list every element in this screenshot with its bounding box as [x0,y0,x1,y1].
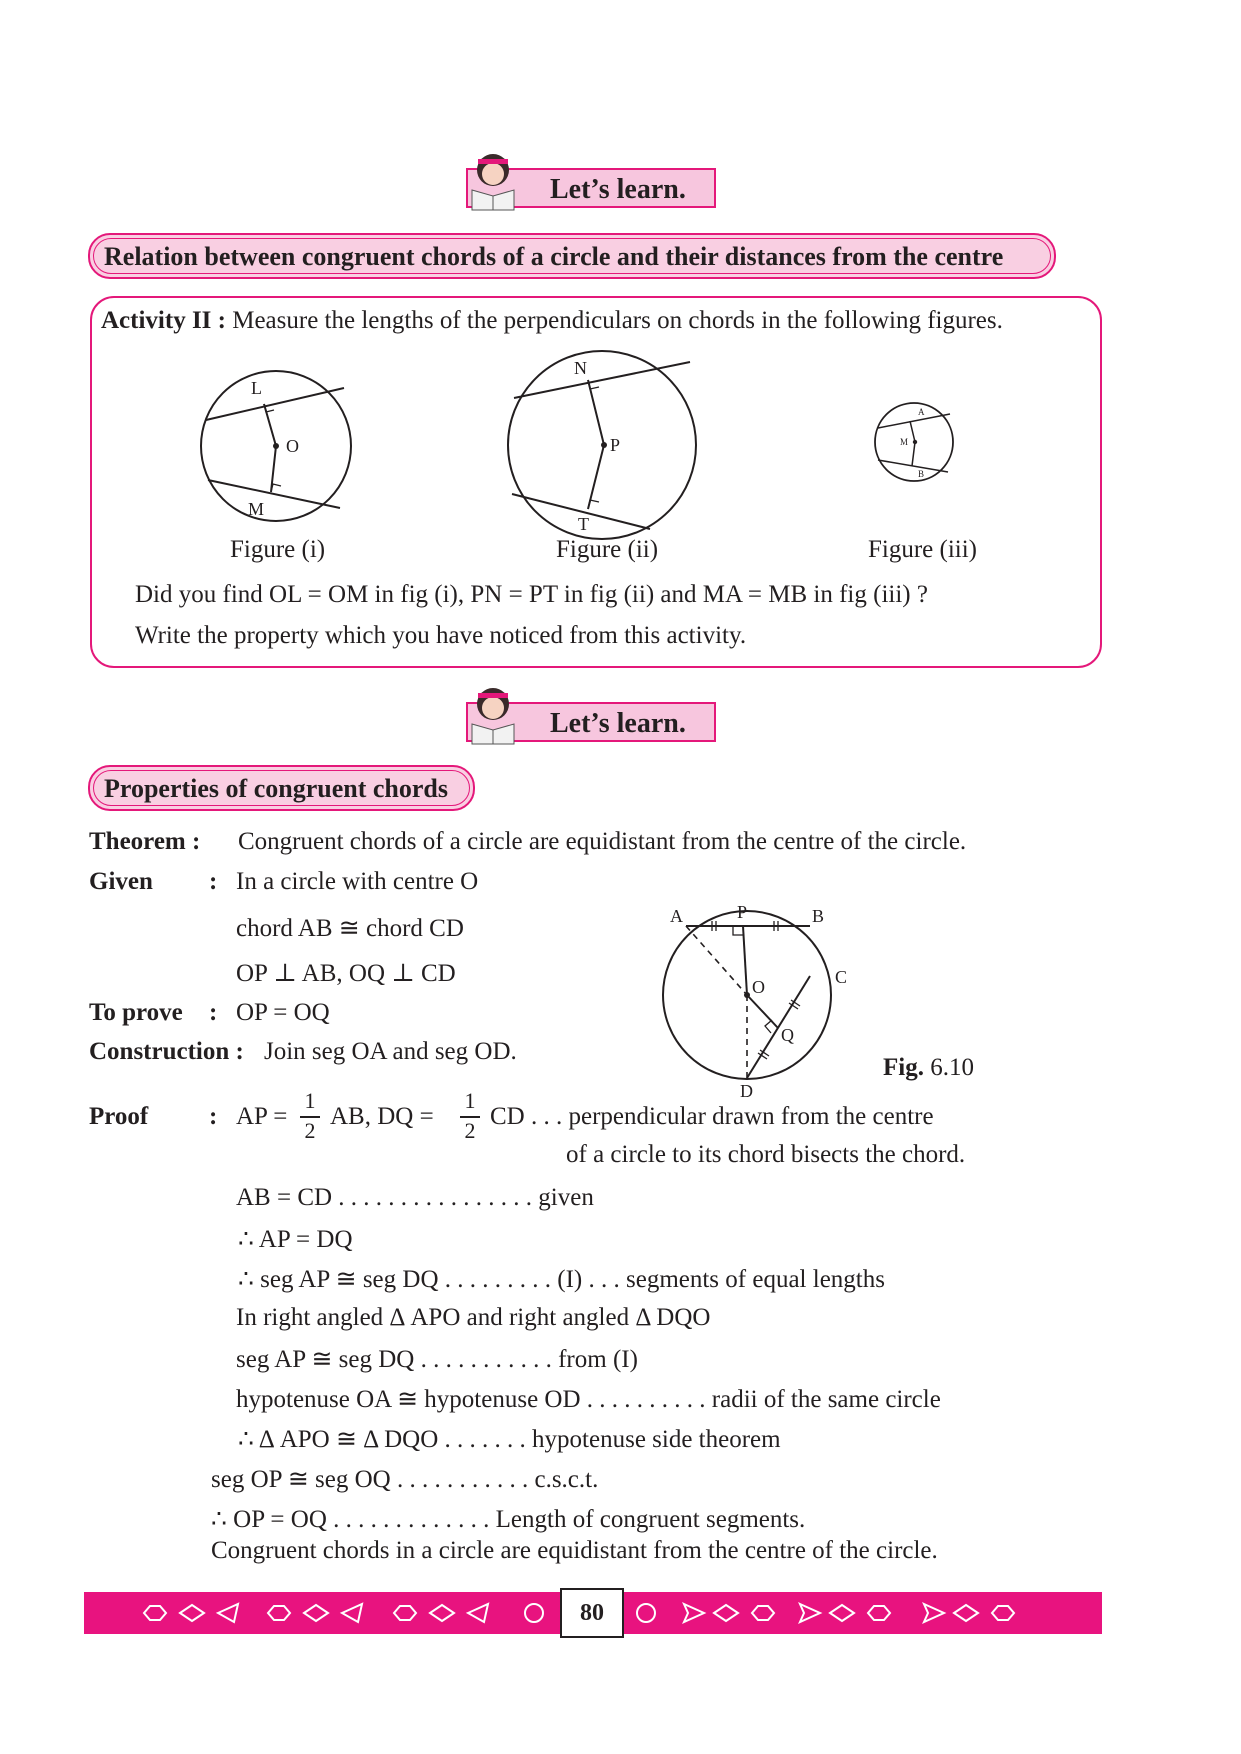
label-a-small: A [918,407,925,417]
page-number: 80 [560,1588,624,1638]
label-b: B [812,906,825,926]
lets-learn-banner [466,168,716,208]
fraction-numerator: 1 [304,1088,316,1113]
to-prove-text: OP = OQ [236,999,330,1026]
activity-text: Measure the lengths of the perpendiculars on chords in the following figures. [232,307,1003,334]
proof-step: ∴ AP = DQ [238,1226,353,1253]
label-m-small: M [900,437,909,447]
to-prove-colon: : [209,999,218,1026]
activity-prompt: Write the property which you have noticed from this activity. [135,622,747,649]
activity-question: Did you find OL = OM in fig (i), PN = PT in fig (ii) and MA = MB in fig (iii) ? [135,581,928,608]
lets-learn-label: Let’s learn. [550,708,686,739]
given-label: Given [89,868,153,895]
label-c: C [835,967,848,987]
theorem-text: Congruent chords of a circle are equidistant from the centre of the circle. [238,828,967,855]
label-q: Q [781,1025,794,1045]
label-m: M [248,499,265,519]
given-colon: : [209,868,218,895]
label-p: P [737,902,748,922]
theorem-label: Theorem : [89,828,201,855]
given-line: In a circle with centre O [236,868,479,895]
proof-conclusion: Congruent chords in a circle are equidistant from the centre of the circle. [211,1537,938,1564]
figure-ii-diagram [500,346,704,546]
fraction-denominator: 2 [304,1118,316,1143]
label-b-small: B [918,469,925,479]
activity-line [101,307,1003,335]
girl-reading-icon [462,152,524,212]
construction-text: Join seg OA and seg OD. [264,1038,517,1065]
proof-step: seg OP ≅ seg OQ . . . . . . . . . . . c.s.c.t. [211,1466,599,1493]
label-o: O [752,977,765,997]
proof-step: ∴ OP = OQ . . . . . . . . . . . . . Length of congruent segments. [211,1506,806,1533]
construction-label: Construction : [89,1038,244,1065]
activity-label: Activity II : [101,307,226,334]
section-title-pill [88,233,1056,279]
fig-6-10-diagram [660,900,860,1100]
to-prove-label: To prove [89,999,183,1026]
lets-learn-label: Let’s learn. [550,174,686,205]
given-line: OP ⊥ AB, OQ ⊥ CD [236,960,456,987]
proof-colon: : [209,1103,218,1130]
label-o: O [286,436,299,456]
fig-6-10-caption: Fig. 6.10 [883,1054,974,1081]
lets-learn-banner-2 [466,702,716,742]
figure-i-diagram [196,368,360,528]
label-t: T [578,514,589,534]
proof-step: In right angled Δ APO and right angled Δ DQO [236,1304,711,1331]
label-a: A [670,906,683,926]
girl-reading-icon [462,686,524,746]
label-p: P [610,435,621,455]
proof-reason-1-cont: of a circle to its chord bisects the chord. [566,1141,966,1168]
proof-label: Proof [89,1103,149,1130]
proof-ab-dq: AB, DQ = [330,1103,434,1130]
figure-ii-caption: Figure (ii) [556,536,659,563]
given-line: chord AB ≅ chord CD [236,915,464,942]
proof-reason-1: CD . . . perpendicular drawn from the centre [490,1103,934,1130]
proof-step: seg AP ≅ seg DQ . . . . . . . . . . . from (I) [236,1346,638,1373]
section-title: Relation between congruent chords of a circle and their distances from the centre [104,242,1004,271]
label-l: L [251,378,262,398]
proof-ap: AP = [236,1103,288,1130]
section-title-pill-2 [88,765,475,811]
proof-step: AB = CD . . . . . . . . . . . . . . . . given [236,1184,594,1211]
figure-i-caption: Figure (i) [230,536,326,563]
label-n: N [574,358,587,378]
proof-step: ∴ seg AP ≅ seg DQ . . . . . . . . . (I) . . . segments of equal lengths [238,1266,885,1293]
fraction-denominator: 2 [464,1118,476,1143]
figure-iii-diagram [872,400,956,484]
proof-step: hypotenuse OA ≅ hypotenuse OD . . . . . . . . . . radii of the same circle [236,1386,941,1413]
label-d: D [740,1081,753,1100]
fraction-numerator: 1 [464,1088,476,1113]
proof-step: ∴ Δ APO ≅ Δ DQO . . . . . . . hypotenuse side theorem [238,1426,781,1453]
section-title-2: Properties of congruent chords [104,774,448,803]
figure-iii-caption: Figure (iii) [868,536,978,563]
